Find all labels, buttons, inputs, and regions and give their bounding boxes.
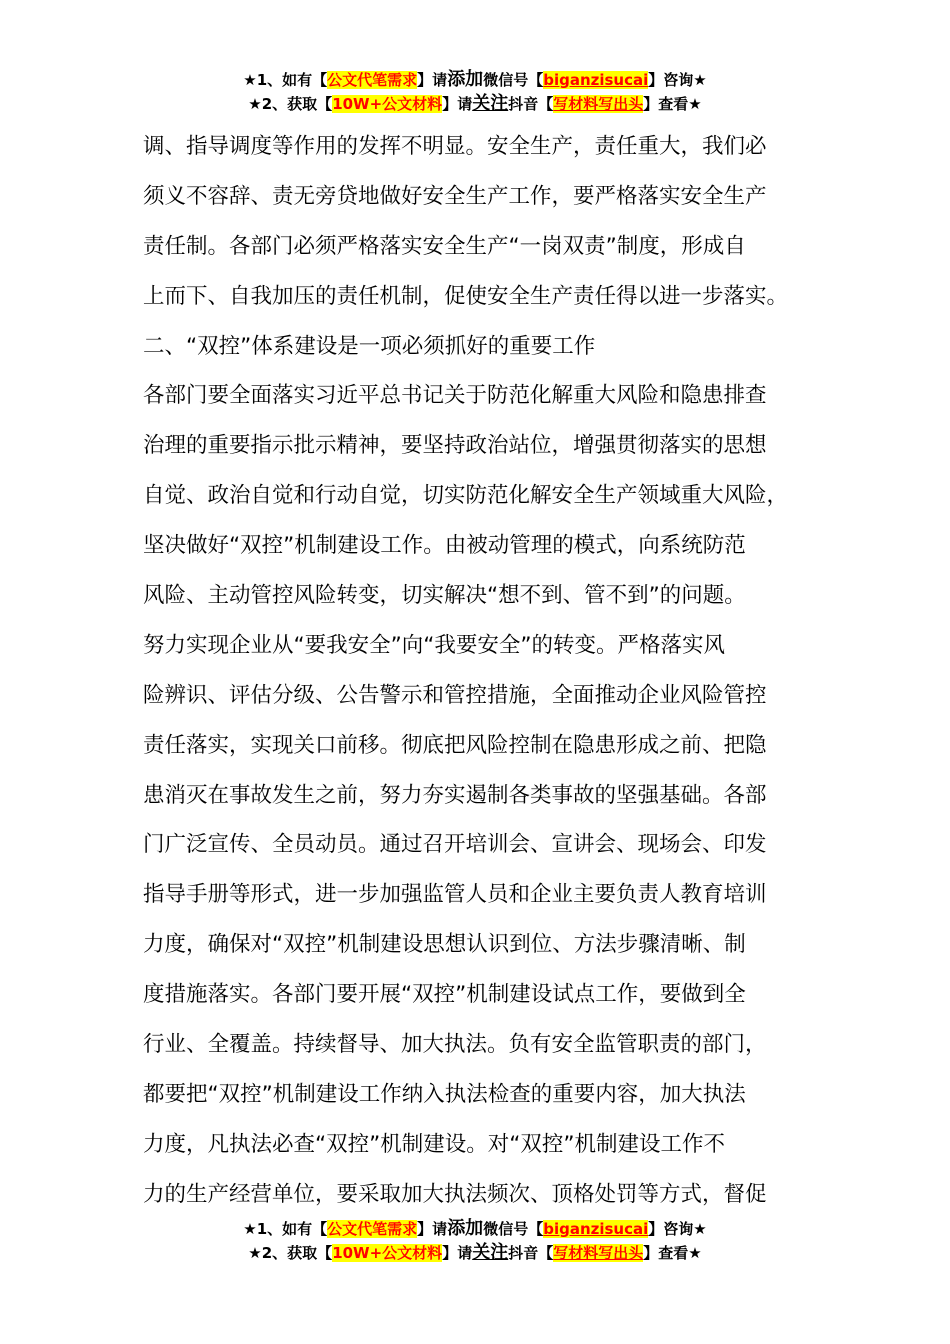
body-line: 患消灭在事故发生之前，努力夯实遏制各类事故的坚强基础。各部 bbox=[143, 782, 767, 808]
banner-highlight: 10W+公文材料 bbox=[332, 95, 443, 113]
body-line: 都要把“双控”机制建设工作纳入执法检查的重要内容，加大执法 bbox=[143, 1081, 746, 1107]
body-line: 治理的重要指示批示精神，要坚持政治站位，增强贯彻落实的思想 bbox=[143, 433, 767, 459]
banner-text: 微信号【 bbox=[483, 1220, 544, 1238]
body-line: 险辨识、评估分级、公告警示和管控措施，全面推动企业风险管控 bbox=[143, 682, 767, 708]
banner-text: ★1、如有【 bbox=[243, 71, 328, 89]
banner-emphasis: 关注 bbox=[472, 93, 509, 114]
header-banner bbox=[0, 68, 950, 116]
banner-highlight: 公文代笔需求 bbox=[327, 1220, 418, 1238]
body-line: 行业、全覆盖。持续督导、加大执法。负有安全监管职责的部门， bbox=[143, 1032, 767, 1058]
body-line: 坚决做好“双控”机制建设工作。由被动管理的模式，向系统防范 bbox=[143, 533, 746, 559]
banner-text: 】咨询★ bbox=[648, 1220, 707, 1238]
body-line: 指导手册等形式，进一步加强监管人员和企业主要负责人教育培训 bbox=[143, 882, 767, 908]
banner-line-1 bbox=[0, 68, 950, 92]
banner-text: 抖音【 bbox=[508, 95, 554, 113]
banner-highlight: 公文代笔需求 bbox=[327, 71, 418, 89]
banner-text: ★1、如有【 bbox=[243, 1220, 328, 1238]
banner-text: 】查看★ bbox=[643, 95, 702, 113]
banner-text: ★2、获取【 bbox=[248, 1244, 333, 1262]
body-line: 责任制。各部门必须严格落实安全生产“一岗双责”制度，形成自 bbox=[143, 233, 746, 259]
banner-line-2 bbox=[0, 92, 950, 116]
banner-text: 】请 bbox=[442, 1244, 473, 1262]
banner-wechat-id: biganzisucai bbox=[543, 71, 649, 89]
banner-emphasis: 添加 bbox=[447, 1218, 484, 1239]
banner-text: 】查看★ bbox=[643, 1244, 702, 1262]
document-body bbox=[143, 122, 833, 1220]
footer-banner bbox=[0, 1217, 950, 1265]
body-line: 力度，确保对“双控”机制建设思想认识到位、方法步骤清晰、制 bbox=[143, 932, 746, 958]
body-line: 须义不容辞、责无旁贷地做好安全生产工作，要严格落实安全生产 bbox=[143, 183, 767, 209]
body-line: 责任落实，实现关口前移。彻底把风险控制在隐患形成之前、把隐 bbox=[143, 732, 767, 758]
body-line: 力的生产经营单位，要采取加大执法频次、顶格处罚等方式，督促 bbox=[143, 1181, 767, 1207]
body-line: 度措施落实。各部门要开展“双控”机制建设试点工作，要做到全 bbox=[143, 982, 746, 1008]
banner-text: ★2、获取【 bbox=[248, 95, 333, 113]
banner-text: 微信号【 bbox=[483, 71, 544, 89]
body-line: 风险、主动管控风险转变，切实解决“想不到、管不到”的问题。 bbox=[143, 583, 746, 609]
banner-line-2 bbox=[0, 1241, 950, 1265]
body-line: 各部门要全面落实习近平总书记关于防范化解重大风险和隐患排查 bbox=[143, 383, 767, 409]
banner-text: 抖音【 bbox=[508, 1244, 554, 1262]
body-line: 上而下、自我加压的责任机制，促使安全生产责任得以进一步落实。 bbox=[143, 283, 789, 309]
banner-douyin-id: 写材料写出头 bbox=[553, 1244, 644, 1262]
body-line: 调、指导调度等作用的发挥不明显。安全生产，责任重大，我们必 bbox=[143, 134, 767, 159]
banner-text: 】请 bbox=[442, 95, 473, 113]
body-line: 门广泛宣传、全员动员。通过召开培训会、宣讲会、现场会、印发 bbox=[143, 832, 767, 858]
banner-wechat-id: biganzisucai bbox=[543, 1220, 649, 1238]
banner-text: 】咨询★ bbox=[648, 71, 707, 89]
banner-line-1 bbox=[0, 1217, 950, 1241]
banner-emphasis: 添加 bbox=[447, 69, 484, 90]
body-line: 力度，凡执法必查“双控”机制建设。对“双控”机制建设工作不 bbox=[143, 1131, 726, 1157]
banner-text: 】请 bbox=[417, 1220, 448, 1238]
body-line: 自觉、政治自觉和行动自觉，切实防范化解安全生产领域重大风险， bbox=[143, 483, 789, 509]
body-line: 努力实现企业从“要我安全”向“我要安全”的转变。严格落实风 bbox=[143, 632, 726, 658]
banner-douyin-id: 写材料写出头 bbox=[553, 95, 644, 113]
banner-text: 】请 bbox=[417, 71, 448, 89]
banner-emphasis: 关注 bbox=[472, 1242, 509, 1263]
section-heading: 二、“双控”体系建设是一项必须抓好的重要工作 bbox=[143, 333, 596, 359]
banner-highlight: 10W+公文材料 bbox=[332, 1244, 443, 1262]
